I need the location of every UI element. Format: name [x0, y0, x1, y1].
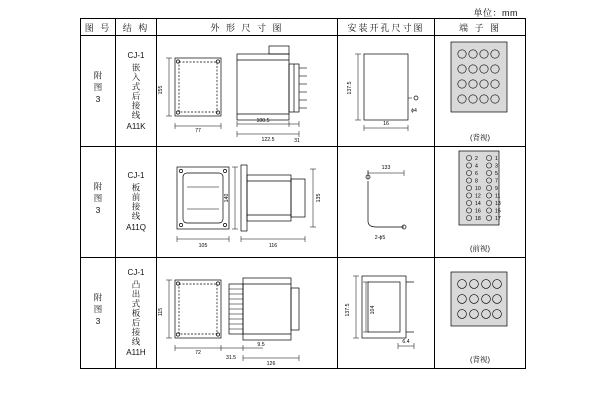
spec-table [80, 18, 526, 369]
svg-text:155: 155 [158, 85, 164, 95]
row-term-cell [435, 36, 526, 147]
svg-text:1: 1 [495, 156, 498, 162]
row-no-cell [81, 258, 116, 369]
outline-drawing-3 [157, 258, 335, 366]
svg-text:135: 135 [316, 193, 322, 203]
struct-name: 嵌入式后接线 [131, 62, 141, 120]
svg-text:13: 13 [495, 201, 501, 207]
terminal-caption: (前视) [470, 244, 490, 253]
row-no-cell [81, 36, 116, 147]
mounting-drawing-1 [338, 36, 432, 144]
svg-text:72: 72 [195, 350, 201, 356]
outline-drawing-1 [157, 36, 335, 144]
row-struct-cell [116, 147, 157, 258]
row-no-label: 附图3 [93, 292, 103, 329]
svg-text:77: 77 [195, 128, 201, 134]
svg-text:7: 7 [495, 178, 498, 185]
terminal-caption: (背视) [470, 133, 490, 142]
header-outline: 外 形 尺 寸 图 [157, 19, 338, 36]
svg-text:15: 15 [495, 208, 501, 215]
svg-text:14: 14 [475, 201, 481, 207]
svg-text:115: 115 [158, 307, 164, 317]
svg-text:16: 16 [475, 208, 481, 215]
svg-text:31.5: 31.5 [225, 355, 237, 361]
svg-text:137.5: 137.5 [347, 81, 353, 95]
row-outline-cell [157, 36, 338, 147]
struct-code-top: CJ-1 [127, 50, 145, 60]
terminal-drawing-3 [435, 258, 523, 350]
row-struct-cell [116, 258, 157, 369]
row-outline-cell [157, 147, 338, 258]
struct-name: 板前接线 [131, 183, 141, 221]
svg-text:10: 10 [475, 186, 481, 192]
row-no-label: 附图3 [93, 70, 103, 107]
svg-text:122.5: 122.5 [261, 137, 275, 143]
svg-text:140: 140 [224, 193, 230, 203]
header-mount: 安装开孔尺寸图 [338, 19, 435, 36]
table-row [81, 147, 526, 258]
row-outline-cell [157, 258, 338, 369]
table-row [81, 258, 526, 369]
table-header-row [81, 19, 526, 36]
row-term-cell [435, 147, 526, 258]
svg-text:2-ϕ5: 2-ϕ5 [374, 235, 386, 241]
struct-code-top: CJ-1 [127, 267, 145, 277]
mounting-drawing-3 [338, 258, 432, 366]
struct-code-bottom: A11H [126, 348, 146, 358]
svg-text:12: 12 [475, 193, 481, 200]
svg-text:9.5: 9.5 [257, 342, 265, 348]
row-mount-cell [338, 147, 435, 258]
mounting-drawing-2 [338, 147, 432, 255]
row-struct-cell [116, 36, 157, 147]
svg-text:6: 6 [475, 171, 478, 177]
svg-text:126: 126 [266, 361, 276, 366]
svg-text:11: 11 [495, 193, 501, 200]
struct-code-top: CJ-1 [127, 171, 145, 180]
svg-text:116: 116 [268, 243, 278, 249]
svg-text:137.5: 137.5 [345, 303, 351, 317]
svg-text:2: 2 [475, 156, 478, 162]
svg-text:17: 17 [495, 216, 501, 222]
svg-text:18: 18 [475, 216, 481, 222]
header-no: 图 号 [81, 19, 116, 36]
svg-text:9: 9 [495, 186, 498, 192]
header-struct: 结 构 [116, 19, 157, 36]
svg-text:133: 133 [381, 165, 391, 171]
svg-text:100.5: 100.5 [256, 118, 270, 124]
svg-text:4: 4 [475, 163, 478, 170]
svg-text:ϕ4: ϕ4 [411, 108, 417, 114]
row-no-cell [81, 147, 116, 258]
struct-name: 凸出式板后接线 [131, 279, 141, 347]
struct-code-bottom: A11Q [126, 223, 146, 232]
struct-code-bottom: A11K [126, 121, 146, 131]
outline-drawing-2 [157, 147, 335, 255]
row-mount-cell [338, 36, 435, 147]
svg-text:5: 5 [495, 171, 498, 177]
svg-text:8: 8 [475, 178, 478, 185]
row-mount-cell [338, 258, 435, 369]
svg-text:31: 31 [294, 138, 300, 144]
row-term-cell [435, 258, 526, 369]
header-term: 端 子 图 [435, 19, 526, 36]
terminal-drawing-1 [435, 36, 523, 128]
svg-text:3: 3 [495, 163, 498, 170]
svg-text:105: 105 [198, 243, 208, 249]
svg-text:16: 16 [383, 121, 389, 127]
svg-text:6.4: 6.4 [402, 339, 410, 345]
terminal-caption: (背视) [470, 355, 490, 364]
table-row [81, 36, 526, 147]
svg-text:104: 104 [370, 305, 376, 315]
unit-note: 单位：mm [473, 8, 518, 18]
terminal-drawing-2 [435, 147, 523, 239]
row-no-label: 附图3 [93, 181, 103, 218]
